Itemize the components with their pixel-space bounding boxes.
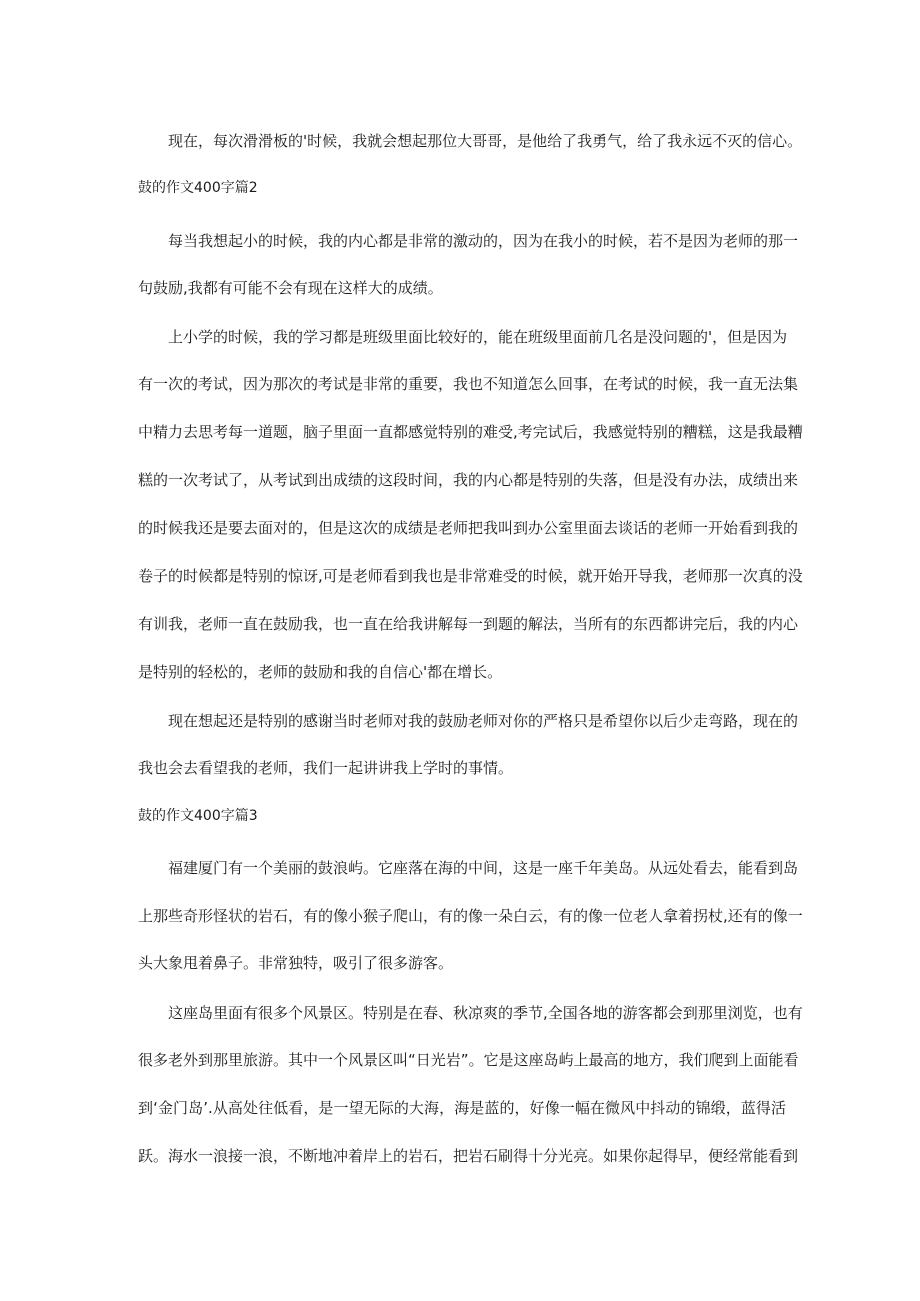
- paragraph-5-line-3: 头大象甩着鼻子。非常独特，吸引了很多游客。: [138, 954, 454, 972]
- paragraph-3-line-2: 有一次的考试，因为那次的考试是非常的重要，我也不知道怎么回事，在考试的时候，我一直无法集: [138, 375, 799, 393]
- paragraph-3-line-5: 的时候我还是要去面对的，但是这次的成绩是老师把我叫到办公室里面去谈话的老师一开始看到我的: [138, 519, 799, 537]
- paragraph-3-line-6: 卷子的时候都是特别的惊讶,可是老师看到我也是非常难受的时候，就开始开导我，老师那一次真的没: [138, 567, 803, 585]
- section-heading-3: 鼓的作文400字篇3: [138, 808, 258, 824]
- section-heading-2: 鼓的作文400字篇2: [138, 180, 258, 196]
- paragraph-3-line-3: 中精力去思考每一道题，脑子里面一直都感觉特别的难受,考完试后，我感觉特别的糟糕，这是我最糟: [138, 423, 803, 441]
- paragraph-6-line-4: 跃。海水一浪接一浪，不断地冲着岸上的岩石，把岩石刷得十分光亮。如果你起得早，便经常能看到: [138, 1147, 799, 1165]
- paragraph-2-line-2: 句鼓励,我都有可能不会有现在这样大的成绩。: [138, 279, 443, 297]
- paragraph-6-line-2: 很多老外到那里旅游。其中一个风景区叫“日光岩”。它是这座岛屿上最高的地方，我们爬到上面能看: [138, 1051, 799, 1069]
- paragraph-1-line-1: 现在，每次滑滑板的'时候，我就会想起那位大哥哥，是他给了我勇气，给了我永远不灭的信心。: [168, 132, 803, 150]
- paragraph-3-line-4: 糕的一次考试了，从考试到出成绩的这段时间，我的内心都是特别的失落，但是没有办法，成绩出来: [138, 471, 799, 489]
- paragraph-4-line-2: 我也会去看望我的老师，我们一起讲讲我上学时的事情。: [138, 759, 514, 777]
- paragraph-5-line-1: 福建厦门有一个美丽的鼓浪屿。它座落在海的中间，这是一座千年美岛。从远处看去，能看到岛: [168, 859, 799, 877]
- paragraph-3-line-8: 是特别的轻松的，老师的鼓励和我的自信心'都在增长。: [138, 663, 503, 681]
- paragraph-5-line-2: 上那些奇形怪状的岩石，有的像小猴子爬山，有的像一朵白云，有的像一位老人拿着拐杖,还有的像一: [138, 907, 803, 925]
- paragraph-3-line-7: 有训我，老师一直在鼓励我，也一直在给我讲解每一到题的解法，当所有的东西都讲完后，我的内心: [138, 615, 799, 633]
- paragraph-6-line-3: 到‘金门岛’.从高处往低看，是一望无际的大海，海是蓝的，好像一幅在微风中抖动的锦缎，蓝得活: [138, 1099, 786, 1117]
- paragraph-4-line-1: 现在想起还是特别的感谢当时老师对我的鼓励老师对你的严格只是希望你以后少走弯路，现在的: [168, 712, 799, 730]
- paragraph-3-line-1: 上小学的时候，我的学习都是班级里面比较好的，能在班级里面前几名是没问题的'，但是因为: [168, 328, 788, 346]
- paragraph-6-line-1: 这座岛里面有很多个风景区。特别是在春、秋凉爽的季节,全国各地的游客都会到那里浏览，也有: [168, 1004, 803, 1022]
- paragraph-2-line-1: 每当我想起小的时候，我的内心都是非常的激动的，因为在我小的时候，若不是因为老师的那一: [168, 232, 799, 250]
